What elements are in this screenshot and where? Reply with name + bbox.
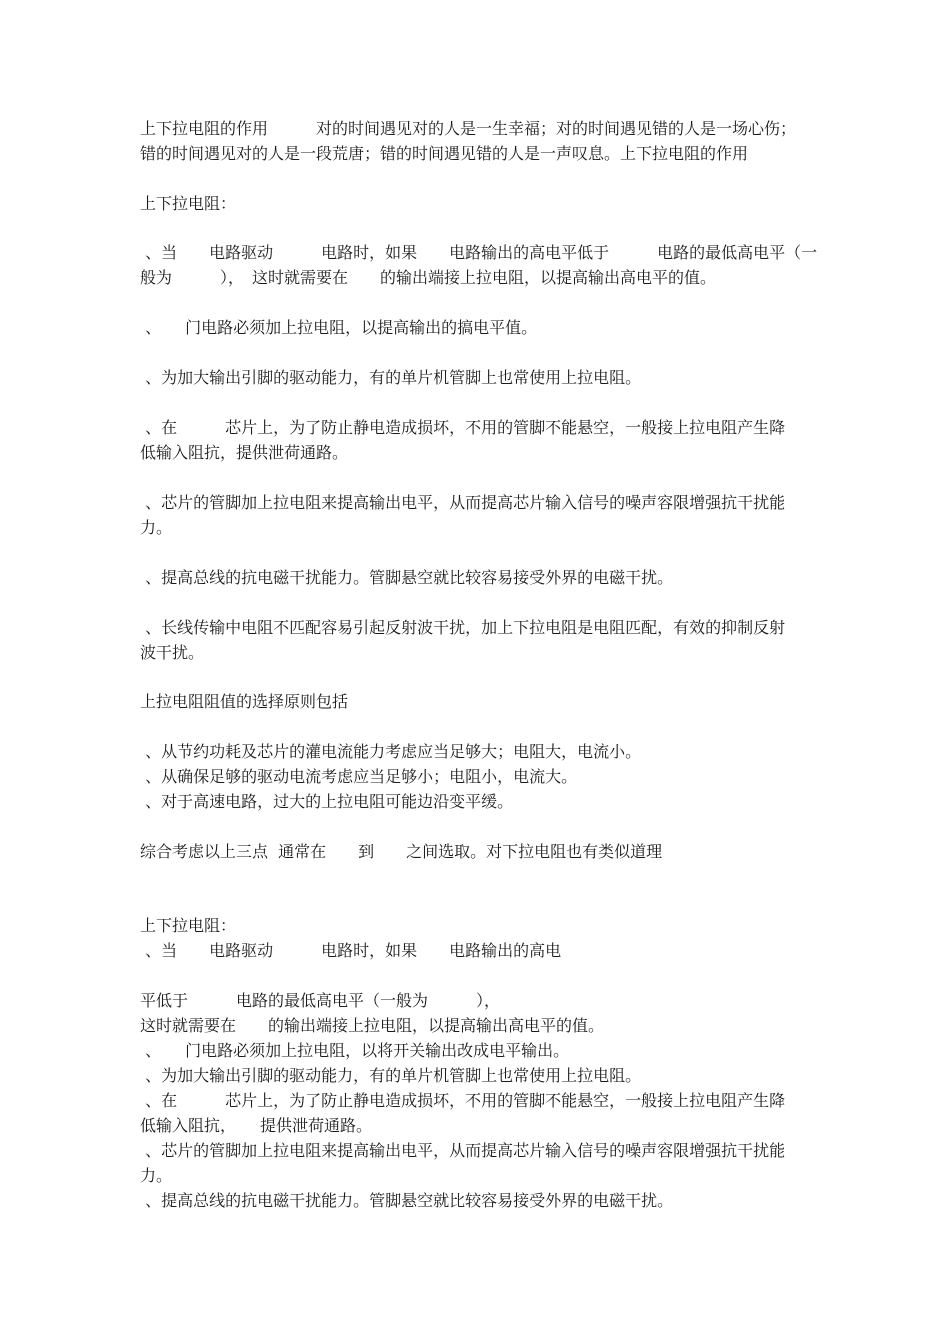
text-line: 低输入阻抗，提供泄荷通路。 <box>140 443 349 462</box>
text-line: 综合考虑以上三点 通常在 到 之间选取。对下拉电阻也有类似道理 <box>140 842 663 861</box>
text-line: 、芯片的管脚加上拉电阻来提高输出电平，从而提高芯片输入信号的噪声容限增强抗干扰能 <box>140 1141 786 1160</box>
text-line: 、长线传输中电阻不匹配容易引起反射波干扰，加上下拉电阻是电阻匹配，有效的抑制反射 <box>140 618 786 637</box>
text-line: 、 门电路必须加上拉电阻，以将开关输出改成电平输出。 <box>140 1041 570 1060</box>
text-line: 平低于 电路的最低高电平（一般为 ）， <box>140 991 501 1010</box>
text-line: 波干扰。 <box>140 643 205 662</box>
text-line: 低输入阻抗， 提供泄荷通路。 <box>140 1116 373 1135</box>
text-line: 、为加大输出引脚的驱动能力，有的单片机管脚上也常使用上拉电阻。 <box>140 368 642 387</box>
text-line: 、从节约功耗及芯片的灌电流能力考虑应当足够大；电阻大，电流小。 <box>140 742 642 761</box>
text-line: 、芯片的管脚加上拉电阻来提高输出电平，从而提高芯片输入信号的噪声容限增强抗干扰能 <box>140 493 786 512</box>
text-line: 、当 电路驱动 电路时，如果 电路输出的高电平低于 电路的最低高电平（一 <box>140 243 818 262</box>
text-line: 、提高总线的抗电磁干扰能力。管脚悬空就比较容易接受外界的电磁干扰。 <box>140 1191 674 1210</box>
section-heading: 上下拉电阻： <box>140 194 237 213</box>
section-heading: 上下拉电阻： <box>140 916 237 935</box>
text-line: 力。 <box>140 1166 173 1185</box>
text-line: 这时就需要在 的输出端接上拉电阻，以提高输出高电平的值。 <box>140 1016 605 1035</box>
text-line: 、为加大输出引脚的驱动能力，有的单片机管脚上也常使用上拉电阻。 <box>140 1066 642 1085</box>
text-line: 、从确保足够的驱动电流考虑应当足够小；电阻小，电流大。 <box>140 767 578 786</box>
text-line: 、提高总线的抗电磁干扰能力。管脚悬空就比较容易接受外界的电磁干扰。 <box>140 568 674 587</box>
text-line: 错的时间遇见对的人是一段荒唐；错的时间遇见错的人是一声叹息。上下拉电阻的作用 <box>140 144 749 163</box>
text-line: 、当 电路驱动 电路时，如果 电路输出的高电 <box>140 941 562 960</box>
section-heading: 上拉电阻阻值的选择原则包括 <box>140 692 349 711</box>
text-line: 、在 芯片上，为了防止静电造成损坏，不用的管脚不能悬空，一般接上拉电阻产生降 <box>140 418 786 437</box>
text-line: 上下拉电阻的作用 对的时间遇见对的人是一生幸福；对的时间遇见错的人是一场心伤； <box>140 119 797 138</box>
text-line: 力。 <box>140 518 173 537</box>
text-line: 般为 ）， 这时就需要在 的输出端接上拉电阻，以提高输出高电平的值。 <box>140 268 717 287</box>
text-line: 、 门电路必须加上拉电阻，以提高输出的搞电平值。 <box>140 318 538 337</box>
text-line: 、在 芯片上，为了防止静电造成损坏，不用的管脚不能悬空，一般接上拉电阻产生降 <box>140 1091 786 1110</box>
text-line: 、对于高速电路，过大的上拉电阻可能边沿变平缓。 <box>140 792 514 811</box>
